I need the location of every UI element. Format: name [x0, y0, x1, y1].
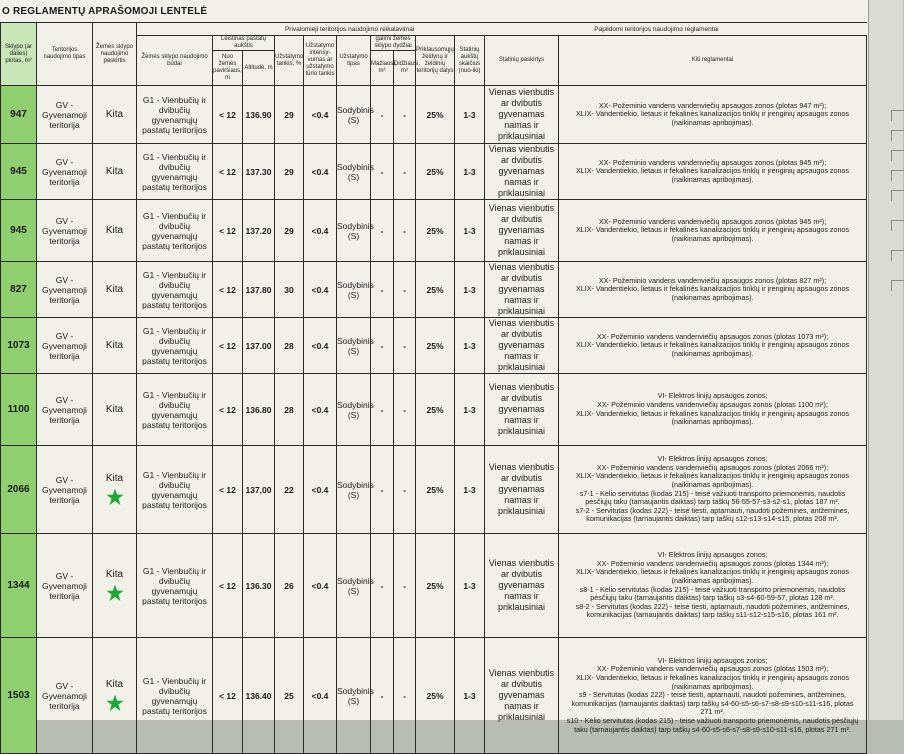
altitude-cell: 137.80 — [243, 262, 275, 318]
header-intensity: Užstatymo intensy-vumas ar užstatymo tūrio tankis — [304, 36, 337, 86]
other-regs-cell — [559, 262, 867, 318]
header-extra-group: Papildomi teritorijos naudojimo reglamentai — [594, 25, 719, 33]
regulation-line: XX- Požeminio vandens vandenviečių apsaugos zonos (plotas 945 m²); — [598, 157, 827, 167]
building-purpose-cell: Vienas vienbutis ar dvibutis gyvenamas namas ir priklausiniai — [485, 318, 559, 374]
land-purpose-cell — [93, 144, 137, 200]
height-cell: < 12 — [213, 200, 243, 262]
altitude-cell: 136.90 — [243, 86, 275, 144]
land-purpose-cell — [93, 262, 137, 318]
land-method-cell: G1 - Vienbučių ir dvibučių gyvenamųjų pastatų teritorijos — [137, 200, 213, 262]
header-floors: Statinių aukštų skaičius (nuo-iki) — [455, 36, 485, 86]
land-purpose-cell — [93, 446, 137, 534]
max-size-cell: - — [394, 374, 416, 446]
building-purpose-cell: Vienas vienbutis ar dvibutis gyvenamas namas ir priklausiniai — [485, 374, 559, 446]
intensity-cell: <0.4 — [304, 86, 337, 144]
floors-cell: 1-3 — [455, 262, 485, 318]
land-purpose-cell — [93, 86, 137, 144]
height-cell: < 12 — [213, 144, 243, 200]
header-building-purpose: Statinių paskirtys — [485, 36, 559, 86]
min-size-cell: - — [371, 86, 394, 144]
regulation-line: XLIX- Vandentiekio, lietaus ir fekalinės kanalizacijos tinklų ir įrenginių apsaugos zonos — [575, 340, 850, 350]
floors-cell: 1-3 — [455, 534, 485, 638]
other-regs-cell — [559, 318, 867, 374]
floors-cell: 1-3 — [455, 200, 485, 262]
adjacent-page-edge — [868, 0, 903, 720]
max-size-cell: - — [394, 446, 416, 534]
building-purpose-cell: Vienas vienbutis ar dvibutis gyvenamas namas ir priklausiniai — [485, 144, 559, 200]
intensity-cell: <0.4 — [304, 638, 337, 754]
header-plot-area: Sklypo (ar dalies) plotas, m² — [1, 23, 37, 86]
green-share-cell: 25% — [416, 86, 455, 144]
density-cell: 22 — [275, 446, 304, 534]
building-purpose-cell: Vienas vienbutis ar dvibutis gyvenamas namas ir priklausiniai — [485, 534, 559, 638]
min-size-cell: - — [371, 446, 394, 534]
floors-cell: 1-3 — [455, 144, 485, 200]
plot-area-cell: 1344 — [1, 534, 37, 638]
table-row — [1, 200, 867, 262]
green-share-cell: 25% — [416, 200, 455, 262]
land-purpose-label: Kita — [105, 339, 124, 351]
building-purpose-cell: Vienas vienbutis ar dvibutis gyvenamas namas ir priklausiniai — [485, 446, 559, 534]
regulation-line: s8-2 - Servitutas (kodas 222) - teisė tiesti, aptarnauti, naudoti požemines, antžemines, — [575, 601, 850, 611]
land-purpose-label: Kita — [105, 472, 124, 484]
building-purpose-cell: Vienas vienbutis ar dvibutis gyvenamas namas ir priklausiniai — [485, 262, 559, 318]
build-type-cell: Sodybinis (S) — [337, 262, 371, 318]
min-size-cell: - — [371, 318, 394, 374]
green-share-cell: 25% — [416, 262, 455, 318]
table-row — [1, 318, 867, 374]
intensity-cell: <0.4 — [304, 446, 337, 534]
land-method-cell: G1 - Vienbučių ir dvibučių gyvenamųjų pastatų teritorijos — [137, 144, 213, 200]
density-cell: 25 — [275, 638, 304, 754]
altitude-cell: 136.80 — [243, 374, 275, 446]
table-row — [1, 144, 867, 200]
land-method-cell: G1 - Vienbučių ir dvibučių gyvenamųjų pastatų teritorijos — [137, 86, 213, 144]
min-size-cell: - — [371, 638, 394, 754]
header-plot-size-group: galimi žemės sklypo dydžiai — [371, 36, 416, 51]
height-cell: < 12 — [213, 534, 243, 638]
land-purpose-label: Kita — [105, 108, 124, 120]
header-altitude: Altitudė, m — [243, 51, 275, 86]
other-regs-cell — [559, 374, 867, 446]
land-purpose-cell — [93, 638, 137, 754]
land-purpose-label: Kita — [105, 568, 124, 580]
header-zone: Teritorijos naudojimo tipas — [37, 23, 93, 86]
build-type-cell: Sodybinis (S) — [337, 200, 371, 262]
regulation-line: komunikacijas (tarnaujantis daiktas) tarp taškų s11-s12-s15-s16, plotas 161 m². — [586, 610, 839, 620]
floors-cell: 1-3 — [455, 374, 485, 446]
max-size-cell: - — [394, 318, 416, 374]
land-purpose-cell — [93, 200, 137, 262]
regulation-line: XX- Požeminio vandens vandenviečių apsaugos zonos (plotas 945 m²); — [598, 216, 827, 226]
land-purpose-cell — [93, 534, 137, 638]
table-row — [1, 374, 867, 446]
zone-cell: GV - Gyvenamoji teritorija — [37, 446, 93, 534]
header-land-method: Žemės sklypo naudojimo būdai — [137, 36, 213, 86]
regulation-line: (naikinamas apribojimas). — [671, 117, 754, 127]
other-regs-cell — [559, 144, 867, 200]
plot-area-cell: 1100 — [1, 374, 37, 446]
table-row — [1, 638, 867, 754]
header-other-regs: Kiti reglamentai — [559, 36, 867, 86]
land-method-cell: G1 - Vienbučių ir dvibučių gyvenamųjų pastatų teritorijos — [137, 374, 213, 446]
height-cell: < 12 — [213, 446, 243, 534]
star-icon — [106, 488, 124, 506]
regulation-line: XX- Požeminio vandens vandenviečių apsaugos zonos (plotas 1073 m²); — [596, 331, 829, 341]
zone-cell: GV - Gyvenamoji teritorija — [37, 262, 93, 318]
regulation-line: (naikinamas apribojimas). — [671, 681, 754, 691]
regulation-line: (naikinamas apribojimas). — [671, 174, 754, 184]
regulation-line: XX- Požeminio vandens vandenviečių apsaugos zonos (plotas 2066 m²); — [596, 462, 829, 472]
intensity-cell: <0.4 — [304, 144, 337, 200]
regulation-line: 271 m². — [700, 707, 725, 717]
build-type-cell: Sodybinis (S) — [337, 374, 371, 446]
floors-cell: 1-3 — [455, 86, 485, 144]
regulation-line: XX- Požeminio vandens vandenviečių apsaugos zonos (plotas 827 m²); — [598, 275, 827, 285]
min-size-cell: - — [371, 374, 394, 446]
regulation-line: XLIX- Vandentiekio, lietaus ir fekalinės kanalizacijos tinklų ir įrenginių apsaugos zonos — [575, 471, 850, 481]
height-cell: < 12 — [213, 638, 243, 754]
green-share-cell: 25% — [416, 534, 455, 638]
header-main-group: Privalomieji teritorijos naudojimo reikalavimai Papildomi teritorijos naudojimo reglamentai — [137, 23, 867, 36]
header-build-type: Užstatymo tipas — [337, 36, 371, 86]
regulation-line: XLIX- Vandentiekio, lietaus ir fekalinės kanalizacijos tinklų ir įrenginių apsaugos zonos — [575, 408, 850, 418]
header-max-size: Didžiausi, m² — [394, 51, 416, 86]
other-regs-cell — [559, 446, 867, 534]
altitude-cell: 137.30 — [243, 144, 275, 200]
table-row — [1, 534, 867, 638]
other-regs-cell — [559, 638, 867, 754]
land-purpose-cell — [93, 374, 137, 446]
zone-cell: GV - Gyvenamoji teritorija — [37, 144, 93, 200]
regulation-line: VI- Elektros linijų apsaugos zonos; — [657, 655, 768, 665]
build-type-cell: Sodybinis (S) — [337, 86, 371, 144]
regulation-line: s9 - Servitutas (kodas 222) - teisė tiesti, aptarnauti, naudoti požemines, antžemines, — [578, 690, 847, 700]
intensity-cell: <0.4 — [304, 534, 337, 638]
zone-cell: GV - Gyvenamoji teritorija — [37, 86, 93, 144]
min-size-cell: - — [371, 534, 394, 638]
plot-area-cell: 945 — [1, 200, 37, 262]
regulation-line: VI- Elektros linijų apsaugos zonos; — [657, 391, 768, 401]
land-method-cell: G1 - Vienbučių ir dvibučių gyvenamųjų pastatų teritorijos — [137, 534, 213, 638]
regulation-line: XX- Požeminio vandens vandenviečių apsaugos zonos (plotas 947 m²); — [598, 100, 827, 110]
regulation-line: (naikinamas apribojimas). — [671, 348, 754, 358]
max-size-cell: - — [394, 144, 416, 200]
regulations-table — [0, 22, 867, 754]
page-title: O REGLAMENTŲ APRAŠOMOJI LENTELĖ — [2, 6, 208, 17]
zone-cell: GV - Gyvenamoji teritorija — [37, 374, 93, 446]
regulation-line: (naikinamas apribojimas). — [671, 417, 754, 427]
build-type-cell: Sodybinis (S) — [337, 318, 371, 374]
zone-cell: GV - Gyvenamoji teritorija — [37, 638, 93, 754]
header-green-share: Priklausomųjų želdynų ir želdinių teritorijų dalys — [416, 36, 455, 86]
land-method-cell: G1 - Vienbučių ir dvibučių gyvenamųjų pastatų teritorijos — [137, 446, 213, 534]
land-method-cell: G1 - Vienbučių ir dvibučių gyvenamųjų pastatų teritorijos — [137, 638, 213, 754]
land-purpose-label: Kita — [105, 403, 124, 415]
other-regs-cell — [559, 86, 867, 144]
regulation-line: XLIX- Vandentiekio, lietaus ir fekalinės kanalizacijos tinklų ir įrenginių apsaugos zonos — [575, 225, 850, 235]
regulation-line: s10 - Kelio servitutas (kodas 215) - teisė važiuoti transporto priemonėmis, naudotis pėsčiųjų — [566, 715, 859, 725]
plot-area-cell: 947 — [1, 86, 37, 144]
regulation-line: komunikacijas (tarnaujantis daiktas) tarp taškų s12-s13-s14-s15, plotas 208 m². — [586, 514, 839, 524]
max-size-cell: - — [394, 534, 416, 638]
density-cell: 29 — [275, 86, 304, 144]
altitude-cell: 137,00 — [243, 446, 275, 534]
building-purpose-cell: Vienas vienbutis ar dvibutis gyvenamas namas ir priklausiniai — [485, 638, 559, 754]
density-cell: 26 — [275, 534, 304, 638]
regulation-line: komunikacijas (tarnaujantis daiktas) tarp taškų s4-60-s5-s6-s7-s8-s9-s10-s11-s16, plotas — [571, 698, 854, 708]
height-cell: < 12 — [213, 86, 243, 144]
regulation-line: XX- Požeminio vandens vandenviečių apsaugos zonos (plotas 1100 m²); — [597, 399, 828, 409]
land-purpose-cell — [93, 318, 137, 374]
plot-area-cell: 945 — [1, 144, 37, 200]
building-purpose-cell: Vienas vienbutis ar dvibutis gyvenamas namas ir priklausiniai — [485, 200, 559, 262]
height-cell: < 12 — [213, 318, 243, 374]
density-cell: 30 — [275, 262, 304, 318]
regulation-line: XLIX- Vandentiekio, lietaus ir fekalinės kanalizacijos tinklų ir įrenginių apsaugos zonos — [575, 567, 850, 577]
regulation-line: s7-2 - Servitutas (kodas 222) - teisė tiesti, aptarnauti, naudoti požemines, antžemines, — [575, 505, 850, 515]
regulation-line: XLIX- Vandentiekio, lietaus ir fekalinės kanalizacijos tinklų ir įrenginių apsaugos zonos — [575, 673, 850, 683]
build-type-cell: Sodybinis (S) — [337, 534, 371, 638]
table-row — [1, 446, 867, 534]
intensity-cell: <0.4 — [304, 200, 337, 262]
star-icon — [106, 584, 124, 602]
regulation-line: XLIX- Vandentiekio, lietaus ir fekalinės kanalizacijos tinklų ir įrenginių apsaugos zonos — [575, 109, 850, 119]
plot-area-cell: 2066 — [1, 446, 37, 534]
star-icon — [106, 694, 124, 712]
plot-area-cell: 1503 — [1, 638, 37, 754]
altitude-cell: 137.00 — [243, 318, 275, 374]
header-min-size: Mažiausi, m² — [371, 51, 394, 86]
floors-cell: 1-3 — [455, 318, 485, 374]
intensity-cell: <0.4 — [304, 374, 337, 446]
regulation-line: (naikinamas apribojimas). — [671, 479, 754, 489]
height-cell: < 12 — [213, 374, 243, 446]
land-purpose-label: Kita — [105, 283, 124, 295]
header-height-group: Leistinas pastatų aukštis — [213, 36, 275, 51]
regulation-line: s7-1 - Kelio servitutas (kodas 215) - teisė važiuoti transporto priemonėmis, naudotis — [579, 488, 846, 498]
land-method-cell: G1 - Vienbučių ir dvibučių gyvenamųjų pastatų teritorijos — [137, 262, 213, 318]
altitude-cell: 136.40 — [243, 638, 275, 754]
regulation-line: (naikinamas apribojimas). — [671, 292, 754, 302]
regulation-line: VI- Elektros linijų apsaugos zonos; — [657, 454, 768, 464]
table-row — [1, 262, 867, 318]
max-size-cell: - — [394, 638, 416, 754]
max-size-cell: - — [394, 86, 416, 144]
regulation-line: (naikinamas apribojimas). — [671, 575, 754, 585]
regulation-line: VI- Elektros linijų apsaugos zonos; — [657, 550, 768, 560]
zone-cell: GV - Gyvenamoji teritorija — [37, 200, 93, 262]
density-cell: 28 — [275, 318, 304, 374]
land-method-cell: G1 - Vienbučių ir dvibučių gyvenamųjų pastatų teritorijos — [137, 318, 213, 374]
min-size-cell: - — [371, 200, 394, 262]
regulation-line: (naikinamas apribojimas). — [671, 233, 754, 243]
green-share-cell: 25% — [416, 446, 455, 534]
intensity-cell: <0.4 — [304, 262, 337, 318]
min-size-cell: - — [371, 262, 394, 318]
floors-cell: 1-3 — [455, 638, 485, 754]
regulation-line: XX- Požeminio vandens vandenviečių apsaugos zonos (plotas 1503 m²); — [596, 664, 829, 674]
green-share-cell: 25% — [416, 638, 455, 754]
regulation-line: XLIX- Vandentiekio, lietaus ir fekalinės kanalizacijos tinklų ir įrenginių apsaugos zonos — [575, 166, 850, 176]
intensity-cell: <0.4 — [304, 318, 337, 374]
build-type-cell: Sodybinis (S) — [337, 446, 371, 534]
regulation-line: s8-1 - Kelio servitutas (kodas 215) - teisė važiuoti transporto priemonėmis, naudotis — [579, 584, 846, 594]
regulation-line: taku (tarnaujantis daiktas) tarp taškų s4-60-s5-s6-s7-s8-s9-s10-s11-s16, plotas 271 m². — [574, 724, 851, 734]
plot-area-cell: 1073 — [1, 318, 37, 374]
max-size-cell: - — [394, 262, 416, 318]
build-type-cell: Sodybinis (S) — [337, 144, 371, 200]
other-regs-cell — [559, 534, 867, 638]
header-land-purpose: Žemės sklypo naudojimo paskirtis — [93, 23, 137, 86]
header-height-from-ground: Nuo žemės paviršiaus, m — [213, 51, 243, 86]
land-purpose-label: Kita — [105, 224, 124, 236]
height-cell: < 12 — [213, 262, 243, 318]
altitude-cell: 136.30 — [243, 534, 275, 638]
other-regs-cell — [559, 200, 867, 262]
density-cell: 29 — [275, 200, 304, 262]
build-type-cell: Sodybinis (S) — [337, 638, 371, 754]
min-size-cell: - — [371, 144, 394, 200]
regulation-line: pėsčiųjų taku (tarnaujantis daiktas) tarp taškų 56-55-57-s3-s2-s1, plotas 187 m². — [585, 497, 840, 507]
green-share-cell: 25% — [416, 144, 455, 200]
regulation-line: pėsčiųjų taku (tarnaujantis daiktas) tarp taškų s3-s4-60-59-57, plotas 128 m². — [590, 593, 835, 603]
land-purpose-label: Kita — [105, 678, 124, 690]
zone-cell: GV - Gyvenamoji teritorija — [37, 534, 93, 638]
zone-cell: GV - Gyvenamoji teritorija — [37, 318, 93, 374]
density-cell: 28 — [275, 374, 304, 446]
land-purpose-label: Kita — [105, 165, 124, 177]
plot-area-cell: 827 — [1, 262, 37, 318]
green-share-cell: 25% — [416, 374, 455, 446]
header-density: Užstatymo tankis, % — [275, 36, 304, 86]
altitude-cell: 137.20 — [243, 200, 275, 262]
building-purpose-cell: Vienas vienbutis ar dvibutis gyvenamas namas ir priklausiniai — [485, 86, 559, 144]
floors-cell: 1-3 — [455, 446, 485, 534]
regulation-line: XX- Požeminio vandens vandenviečių apsaugos zonos (plotas 1344 m²); — [596, 558, 829, 568]
green-share-cell: 25% — [416, 318, 455, 374]
max-size-cell: - — [394, 200, 416, 262]
table-row — [1, 86, 867, 144]
density-cell: 29 — [275, 144, 304, 200]
regulation-line: XLIX- Vandentiekio, lietaus ir fekalinės kanalizacijos tinklų ir įrenginių apsaugos zonos — [575, 284, 850, 294]
